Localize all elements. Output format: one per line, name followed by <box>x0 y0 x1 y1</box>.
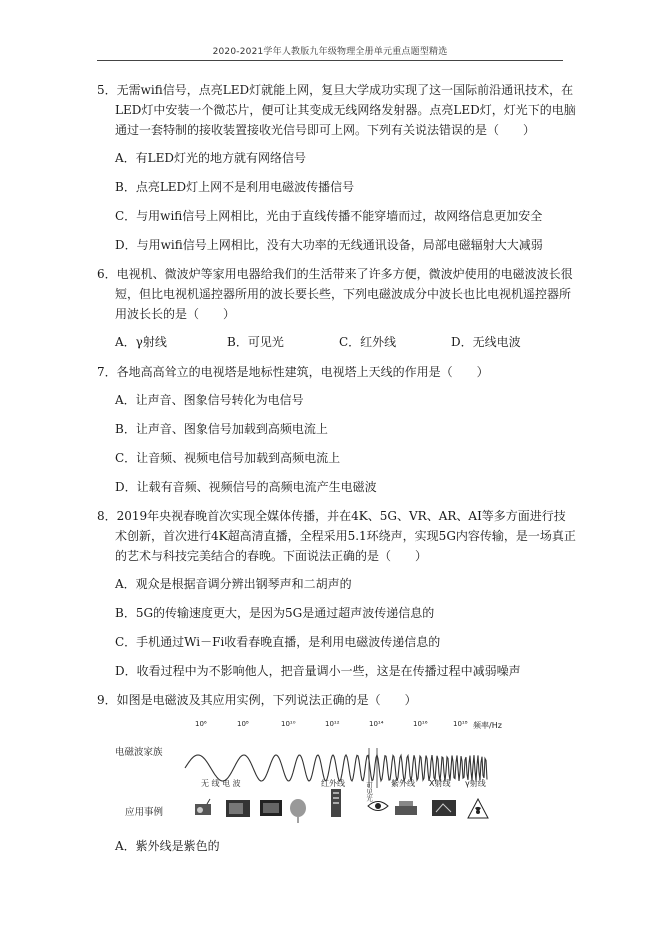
option-b: B．5G的传输速度更大，是因为5G是通过超声波传递信息的 <box>115 606 435 620</box>
freq-tick-label: 10¹² <box>325 720 340 728</box>
header-rule <box>97 60 563 61</box>
question-stem: 6．电视机、微波炉等家用电器给我们的生活带来了许多方便，微波炉使用的电磁波波长很短，但比电视机遥控器所用的波长要长些，下列电磁波成分中波长也比电视机遥控器所用波长长的是（ ） <box>97 267 573 321</box>
microwave-icon <box>225 798 251 820</box>
radio-icon <box>193 798 213 818</box>
question-list <box>97 80 577 865</box>
question-stem: 7．各地高高耸立的电视塔是地标性建筑，电视塔上天线的作用是（ ） <box>97 365 489 379</box>
question-stem: 8．2019年央视春晚首次实现全媒体传播，并在4K、5G、VR、AR、AI等多方面进行技术创新，首次进行4K超高清直播，全程采用5.1环绕声，实现5G内容传输，是一场真正的艺术与科技完美结合的春晚。下面说法正确的是（ ） <box>97 509 576 563</box>
question-stem: 9．如图是电磁波及其应用实例，下列说法正确的是（ ） <box>97 693 417 707</box>
option-d: D．让载有音频、视频信号的高频电流产生电磁波 <box>115 480 377 494</box>
option-b: B．点亮LED灯上网不是利用电磁波传播信号 <box>115 180 355 194</box>
band-infrared: 红外线 <box>321 779 345 788</box>
option-b: B．可见光 <box>227 335 284 349</box>
band-ultraviolet: 紫外线 <box>391 779 415 788</box>
tv-icon <box>259 798 283 820</box>
option-c: C．手机通过Wi－Fi收看春晚直播，是利用电磁波传递信息的 <box>115 635 441 649</box>
question-7 <box>97 362 577 497</box>
xray-image-icon <box>431 798 457 818</box>
band-gamma: γ射线 <box>465 779 486 788</box>
radiation-icon <box>467 798 489 820</box>
option-d: D．无线电波 <box>451 335 521 349</box>
page-header: 2020-2021学年人教版九年级物理全册单元重点题型精选 <box>212 47 448 57</box>
freq-unit: 频率/Hz <box>473 721 502 730</box>
uv-lamp-icon <box>393 798 419 818</box>
remote-control-icon <box>329 788 343 818</box>
eye-icon <box>367 798 389 814</box>
question-9 <box>97 690 577 856</box>
wave-curve <box>115 730 515 790</box>
freq-tick-label: 10¹⁸ <box>453 720 468 728</box>
question-stem: 5．无需wifi信号，点亮LED灯就能上网，复旦大学成功实现了这一国际前沿通讯技术，在LED灯中安装一个微芯片，便可让其变成无线网络发射器。点亮LED灯，灯光下的电脑通过一套特制的接收装置接收光信号即可上网。下列有关说法错误的是（ ） <box>97 83 576 137</box>
question-6 <box>97 264 577 352</box>
freq-tick-label: 10⁸ <box>237 720 249 728</box>
wave-row-label: 电磁波家族 <box>115 747 163 758</box>
option-a: A．紫外线是紫色的 <box>115 839 220 853</box>
option-c: C．让音频、视频电信号加载到高频电流上 <box>115 451 341 465</box>
question-5 <box>97 80 577 255</box>
options-row <box>115 332 577 352</box>
question-8 <box>97 506 577 681</box>
freq-tick-label: 10¹⁰ <box>281 720 296 728</box>
option-a: A．观众是根据音调分辨出钢琴声和二胡声的 <box>115 577 352 591</box>
option-b: B．让声音、图象信号加载到高频电流上 <box>115 422 328 436</box>
option-c: C．红外线 <box>339 335 397 349</box>
band-radio: 无 线 电 波 <box>201 779 241 788</box>
freq-tick-label: 10¹⁶ <box>413 720 428 728</box>
satellite-dish-icon <box>289 798 307 824</box>
band-xray: X射线 <box>429 779 451 788</box>
option-a: A．γ射线 <box>115 335 167 349</box>
apps-row-label: 应用事例 <box>125 807 164 818</box>
option-a: A．有LED灯光的地方就有网络信号 <box>115 151 307 165</box>
freq-tick-label: 10⁶ <box>195 720 207 728</box>
option-a: A．让声音、图象信号转化为电信号 <box>115 393 304 407</box>
freq-tick-label: 10¹⁴ <box>369 720 384 728</box>
option-d: D．收看过程中为不影响他人，把音量调小一些，这是在传播过程中减弱噪声 <box>115 664 521 678</box>
option-d: D．与用wifi信号上网相比，没有大功率的无线通讯设备，局部电磁辐射大大减弱 <box>115 238 543 252</box>
option-c: C．与用wifi信号上网相比，光由于直线传播不能穿墙而过，故网络信息更加安全 <box>115 209 543 223</box>
band-visible: 可见光 <box>365 782 373 802</box>
em-spectrum-figure <box>115 718 515 830</box>
